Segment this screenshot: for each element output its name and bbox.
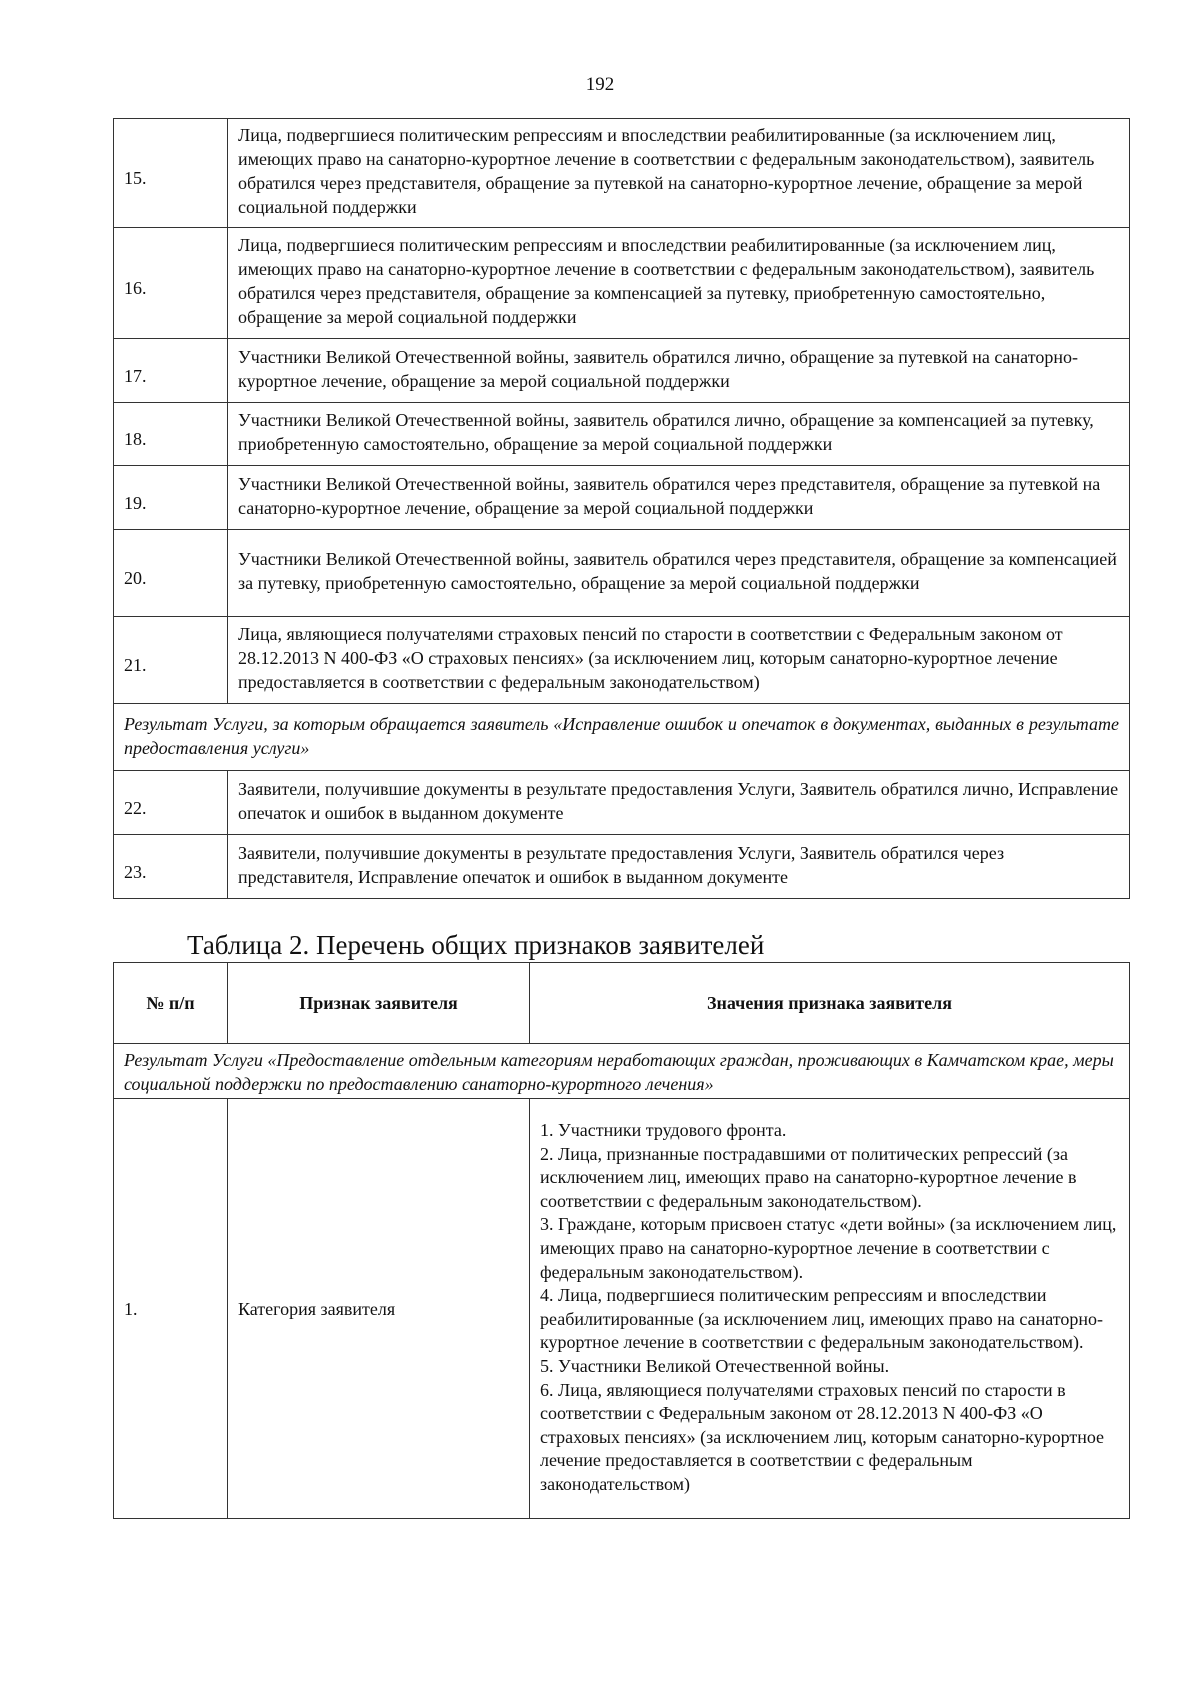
row-description: Участники Великой Отечественной войны, заявитель обратился лично, обращение за путевкой на санаторно-курортное лечение, обращение за мерой социальной поддержки <box>228 339 1130 403</box>
column-header-feature: Признак заявителя <box>228 963 530 1044</box>
row-description: Лица, являющиеся получателями страховых пенсий по старости в соответствии с Федеральным законом от 28.12.2013 N 400-ФЗ «О страховых пенсиях» (за исключением лиц, которым санаторно-курортное лечение предоставляется в соответствии с федеральным законодательством) <box>228 617 1130 704</box>
list-item: 6. Лица, являющиеся получателями страховых пенсий по старости в соответствии с Федеральным законом от 28.12.2013 N 400-ФЗ «О страховых пенсиях» (за исключением лиц, которым санаторно-курортное лечение предоставляется в соответствии с федеральным законодательством) <box>540 1379 1105 1494</box>
list-item: 3. Граждане, которым присвоен статус «дети войны» (за исключением лиц, имеющих право на санаторно-курортное лечение в соответствии с федеральным законодательством). <box>540 1214 1117 1282</box>
row-number: 1. <box>114 1099 228 1519</box>
column-header-values: Значения признака заявителя <box>530 963 1130 1044</box>
section-row <box>114 704 1130 771</box>
table-row <box>114 466 1130 530</box>
row-description: Заявители, получившие документы в результате предоставления Услуги, Заявитель обратился лично, Исправление опечаток и ошибок в выданном документе <box>228 771 1130 835</box>
table-row <box>114 339 1130 403</box>
list-item: 2. Лица, признанные пострадавшими от политических репрессий (за исключением лиц, имеющих право на санаторно-курортное лечение в соответствии с федеральным законодательством). <box>540 1143 1077 1211</box>
row-description: Участники Великой Отечественной войны, заявитель обратился через представителя, обращение за путевкой на санаторно-курортное лечение, обращение за мерой социальной поддержки <box>228 466 1130 530</box>
table-row <box>114 771 1130 835</box>
row-number: 19. <box>114 466 228 530</box>
table-row <box>114 119 1130 228</box>
table2-title: Таблица 2. Перечень общих признаков заявителей <box>187 930 765 960</box>
row-description: Участники Великой Отечественной войны, заявитель обратился лично, обращение за компенсацией за путевку, приобретенную самостоятельно, обращение за мерой социальной поддержки <box>228 403 1130 466</box>
result-section-heading: Результат Услуги «Предоставление отдельным категориям неработающих граждан, проживающих в Камчатском крае, меры социальной поддержки по предоставлению санаторно-курортного лечения» <box>114 1044 1130 1099</box>
row-description: Заявители, получившие документы в результате предоставления Услуги, Заявитель обратился через представителя, Исправление опечаток и ошибок в выданном документе <box>228 835 1130 899</box>
table-header-row <box>114 963 1130 1044</box>
row-number: 15. <box>114 119 228 228</box>
section-row <box>114 1044 1130 1099</box>
table-row <box>114 835 1130 899</box>
row-description: Лица, подвергшиеся политическим репрессиям и впоследствии реабилитированные (за исключением лиц, имеющих право на санаторно-курортное лечение в соответствии с федеральным законодательством), заявитель обратился через представителя, обращение за путевкой на санаторно-курортное лечение, обращение за мерой социальной поддержки <box>228 119 1130 228</box>
row-number: 20. <box>114 530 228 617</box>
table-row <box>114 228 1130 339</box>
result-section-heading: Результат Услуги, за которым обращается заявитель «Исправление ошибок и опечаток в документах, выданных в результате предоставления услуги» <box>114 704 1130 771</box>
column-header-number: № п/п <box>114 963 228 1044</box>
row-number: 17. <box>114 339 228 403</box>
list-item: 4. Лица, подвергшиеся политическим репрессиям и впоследствии реабилитированные (за исключением лиц, имеющих право на санаторно-курортное лечение в соответствии с федеральным законодательством). <box>540 1285 1104 1353</box>
feature-values <box>530 1099 1130 1519</box>
row-number: 21. <box>114 617 228 704</box>
row-description: Участники Великой Отечественной войны, заявитель обратился через представителя, обращение за компенсацией за путевку, приобретенную самостоятельно, обращение за мерой социальной поддержки <box>228 530 1130 617</box>
row-number: 23. <box>114 835 228 899</box>
table-row <box>114 530 1130 617</box>
row-number: 16. <box>114 228 228 339</box>
list-item: 5. Участники Великой Отечественной войны. <box>540 1355 890 1376</box>
applicant-variants-table <box>113 118 1130 899</box>
table-row <box>114 1099 1130 1519</box>
applicant-features-table <box>113 962 1130 1519</box>
row-number: 18. <box>114 403 228 466</box>
table-row <box>114 617 1130 704</box>
list-item: 1. Участники трудового фронта. <box>540 1120 787 1140</box>
feature-name: Категория заявителя <box>228 1099 530 1519</box>
page-number: 192 <box>585 74 615 95</box>
row-description: Лица, подвергшиеся политическим репрессиям и впоследствии реабилитированные (за исключением лиц, имеющих право на санаторно-курортное лечение в соответствии с федеральным законодательством), заявитель обратился через представителя, обращение за компенсацией за путевку, приобретенную самостоятельно, обращение за мерой социальной поддержки <box>228 228 1130 339</box>
table-row <box>114 403 1130 466</box>
row-number: 22. <box>114 771 228 835</box>
